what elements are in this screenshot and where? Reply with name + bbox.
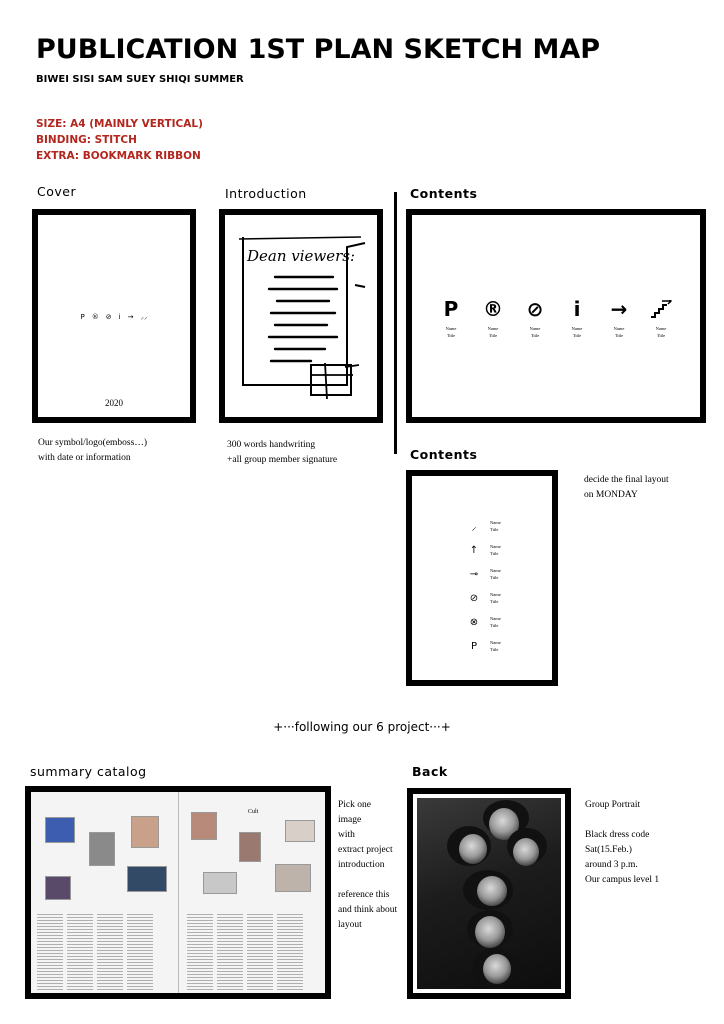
item-name: Name: [487, 326, 499, 331]
contents-horizontal-frame: [406, 209, 706, 423]
contents-item: [472, 295, 514, 339]
parking-icon: P: [80, 313, 85, 321]
item-title: Title: [490, 527, 499, 532]
back-note-line: Sat(15.Feb.): [585, 845, 632, 855]
registered-icon: ®: [91, 313, 99, 321]
introduction-label: Introduction: [225, 186, 307, 201]
spread-heading: Cult: [248, 809, 259, 815]
introduction-note-line: +all group member signature: [227, 455, 338, 465]
cover-note: [38, 436, 147, 466]
item-title: Title: [572, 333, 582, 338]
contents-vertical-list: [462, 514, 501, 658]
contents-vertical-note: [584, 473, 669, 503]
item-title: Title: [446, 333, 456, 338]
item-name: Name: [490, 592, 501, 597]
group-portrait-photo: [417, 798, 561, 989]
catalog-spread-image: [31, 792, 325, 993]
cover-icon-row: [38, 313, 190, 322]
item-title: Title: [488, 333, 498, 338]
arrow-up-icon: ↑: [469, 544, 479, 556]
item-name: Name: [445, 326, 457, 331]
item-title: Title: [530, 333, 540, 338]
contents-label: Contents: [410, 186, 478, 201]
back-note-line: Black dress code: [585, 830, 650, 840]
no-phone-icon: ⊘: [469, 592, 479, 604]
contents-vertical-frame: [406, 470, 558, 686]
back-label: Back: [412, 764, 448, 779]
item-title: Title: [490, 647, 499, 652]
handwritten-letter-sketch: [225, 215, 377, 417]
catalog-note-line: Pick one: [338, 800, 371, 810]
cover-frame: [32, 209, 196, 423]
catalog-note-line: extract project: [338, 845, 393, 855]
cover-note-line: Our symbol/logo(emboss…): [38, 438, 147, 448]
catalog-note-line: image: [338, 815, 362, 825]
catalog-frame: [25, 786, 331, 999]
item-title: Title: [614, 333, 624, 338]
info-icon: i: [573, 297, 581, 321]
no-smoking-icon: ⊘: [105, 313, 112, 321]
introduction-note: [227, 438, 337, 468]
contents-item: [462, 634, 501, 658]
section-divider: [394, 192, 397, 454]
cover-note-line: with date or information: [38, 453, 131, 463]
item-title: Title: [490, 575, 499, 580]
catalog-note-line: with: [338, 830, 355, 840]
back-note: [585, 798, 659, 888]
catalog-note-line: and think about: [338, 905, 398, 915]
item-name: Name: [490, 544, 501, 549]
spec-extra: EXTRA: BOOKMARK RIBBON: [36, 150, 201, 162]
parking-icon: P: [470, 640, 478, 652]
spec-binding: BINDING: STITCH: [36, 134, 137, 146]
arrow-right-icon: →: [610, 297, 628, 321]
contents-horizontal-row: [430, 295, 682, 339]
contents-item: [462, 610, 501, 634]
contents-item: [462, 538, 501, 562]
key-icon: ⊸: [469, 568, 479, 580]
catalog-note-line: reference this: [338, 890, 390, 900]
member-names: BIWEI SISI SAM SUEY SHIQI SUMMER: [36, 74, 244, 85]
catalog-label: summary catalog: [30, 764, 147, 779]
contents-item: [598, 295, 640, 339]
item-name: Name: [490, 616, 501, 621]
item-name: Name: [655, 326, 667, 331]
contents-item: [640, 295, 682, 339]
no-smoking-icon: ⊗: [469, 616, 479, 628]
item-name: Name: [490, 640, 501, 645]
cover-label: Cover: [37, 184, 77, 199]
no-smoking-icon: ⊘: [526, 297, 544, 321]
item-name: Name: [613, 326, 625, 331]
contents-item: [556, 295, 598, 339]
page-title: PUBLICATION 1ST PLAN SKETCH MAP: [36, 34, 601, 65]
item-title: Title: [490, 623, 499, 628]
catalog-note-line: layout: [338, 920, 362, 930]
stairs-icon: ⸝: [471, 522, 477, 533]
item-title: Title: [656, 333, 666, 338]
contents-note-line: on MONDAY: [584, 490, 638, 500]
parking-icon: P: [443, 297, 459, 321]
contents-vertical-label: Contents: [410, 447, 478, 462]
item-title: Title: [490, 599, 499, 604]
spec-size: SIZE: A4 (MAINLY VERTICAL): [36, 118, 203, 130]
back-note-line: around 3 p.m.: [585, 860, 638, 870]
contents-item: [462, 514, 501, 538]
contents-note-line: decide the final layout: [584, 475, 669, 485]
contents-item: [462, 562, 501, 586]
item-name: Name: [529, 326, 541, 331]
item-name: Name: [490, 568, 501, 573]
registered-icon: ®: [483, 297, 503, 321]
contents-item: [462, 586, 501, 610]
handwritten-greeting: Dean viewers:: [247, 247, 356, 265]
back-note-line: Our campus level 1: [585, 875, 660, 885]
arrow-right-icon: →: [127, 313, 134, 321]
cover-year: 2020: [105, 398, 123, 408]
following-projects-line: +···following our 6 project···+: [273, 720, 451, 734]
contents-item: [430, 295, 472, 339]
item-title: Title: [490, 551, 499, 556]
back-frame: [407, 788, 571, 999]
contents-item: [514, 295, 556, 339]
catalog-note: [338, 798, 397, 933]
introduction-frame: [219, 209, 383, 423]
back-note-line: Group Portrait: [585, 800, 641, 810]
introduction-note-line: 300 words handwriting: [227, 440, 316, 450]
stairs-icon: [650, 295, 672, 323]
stairs-icon: ⸝⸝: [140, 313, 148, 321]
item-name: Name: [490, 520, 501, 525]
item-name: Name: [571, 326, 583, 331]
info-icon: i: [118, 313, 121, 321]
catalog-note-line: introduction: [338, 860, 385, 870]
